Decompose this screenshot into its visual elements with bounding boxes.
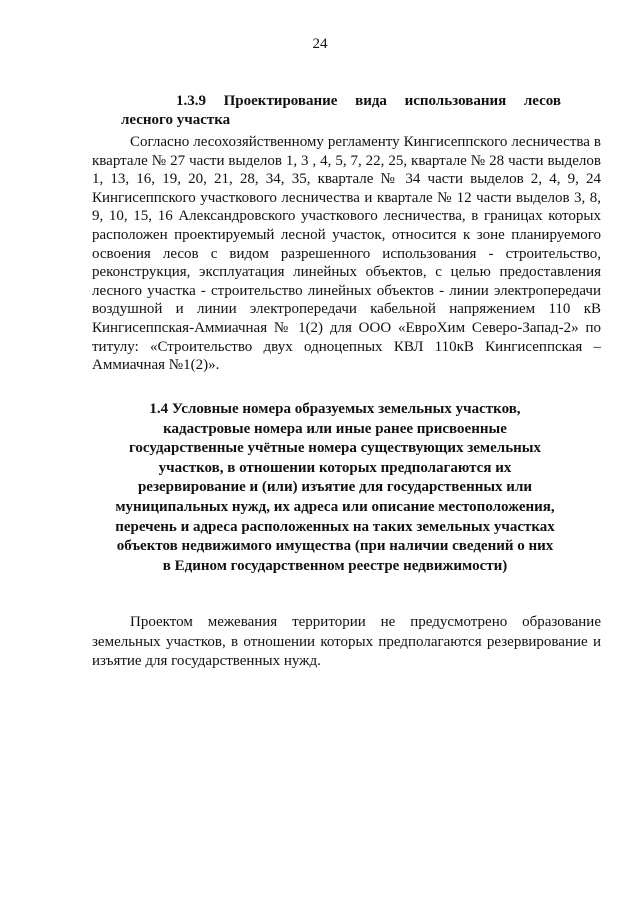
section-1-3-9-heading [121,92,561,130]
section-1-4-paragraph: Проектом межевания территории не предусмотрено образование земельных участков, в отношении которых предполагаются резервирование и изъятие для государственных нужд. [92,614,601,670]
section-1-3-9-paragraph: Согласно лесохозяйственному регламенту Кингисеппского лесничества в квартале № 27 части выделов 1, 3 , 4, 5, 7, 22, 25, квартале № 28 части выделов 1, 13, 16, 19, 20, 21, 28, 34, 35, квартале № 34 части выделов 2, 4, 9, 24 Кингисеппского участкового лесничества и квартале № 12 части выделов 3, 8, 9, 10, 15, 16 Александровского участкового лесничества, в границах которых расположен проектируемый лесной участок, относится к зоне планируемого освоения лесов с видом разрешенного использования - строительство, реконструкция, эксплуатация линейных объектов, с целью предоставления лесного участка - строительство линейных объектов - линии электропередачи воздушной и линии электропередачи кабельной напряжением 110 кВ Кингисеппская-Аммиачная № 1(2) для ООО «ЕвроХим Северо-Запад-2» по титулу: «Строительство двух одноцепных КВЛ 110кВ Кингисеппская – Аммиачная №1(2)». [92,134,601,374]
section-1-4-heading: 1.4 Условные номера образуемых земельных участков, кадастровые номера или иные ранее присвоенные государственные учётные номера существующих земельных участков, в отношении которых предполагаются их резервирование и (или) изъятие для государственных или муниципальных нужд, их адреса или описание местоположения, перечень и адреса расположенных на таких земельных участках объектов недвижимого имущества (при наличии сведений о них в Едином государственном реестре недвижимости) [115,401,555,574]
page-number: 24 [312,36,328,52]
section-1-3-9-heading-line1: 1.3.9 Проектирование вида использования лесов [176,93,561,109]
section-1-3-9-heading-line2: лесного участка [121,112,231,128]
